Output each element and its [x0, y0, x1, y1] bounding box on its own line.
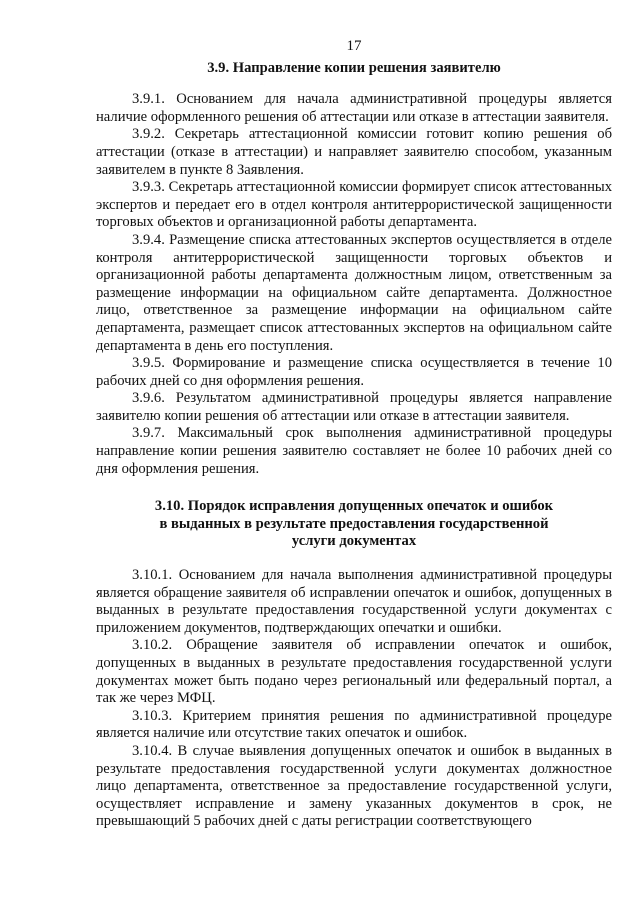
section-3-10-body [96, 567, 612, 831]
paragraph-3-9-5: 3.9.5. Формирование и размещение списка осуществляется в течение 10 рабочих дней со дня оформления решения. [96, 355, 612, 389]
paragraph-3-9-6: 3.9.6. Результатом административной процедуры является направление заявителю копии решения об аттестации или отказе в аттестации заявителя. [96, 390, 612, 424]
paragraph-3-10-2: 3.10.2. Обращение заявителя об исправлении опечаток и ошибок, допущенных в выданных в результате предоставления государственной услуги документах может быть подано через региональный или федеральный портал, а так же через МФЦ. [96, 637, 612, 707]
paragraph-3-10-3: 3.10.3. Критерием принятия решения по административной процедуре является наличие или отсутствие таких опечаток и ошибок. [96, 707, 612, 742]
section-3-9-body [96, 91, 612, 478]
page-number: 17 [346, 38, 362, 54]
paragraph-3-9-4: 3.9.4. Размещение списка аттестованных экспертов осуществляется в отделе контроля антитеррористической защищенности торговых объектов и организационной работы департамента должностным лицом, ответственным за размещение информации на официальном сайте департамента. Должностное лицо, ответственное за размещение информации на официальном сайте департамента, размещает список аттестованных экспертов на официальном сайте департамента в день его поступления. [96, 231, 612, 354]
paragraph-3-10-1: 3.10.1. Основанием для начала выполнения административной процедуры является обращение заявителя об исправлении опечаток и ошибок, допущенных в выданных в результате предоставления государственной услуги документах с приложением документов, подтверждающих опечатки и ошибки. [96, 567, 612, 636]
section-3-10-title-line: в выданных в результате предоставления государственной [159, 515, 549, 532]
paragraph-3-9-2: 3.9.2. Секретарь аттестационной комиссии готовит копию решения об аттестации (отказе в аттестации) и направляет заявителю способом, указанным заявителем в пункте 8 Заявления. [96, 126, 612, 178]
section-3-10-title-line: 3.10. Порядок исправления допущенных опечаток и ошибок [154, 498, 554, 515]
paragraph-3-10-4: 3.10.4. В случае выявления допущенных опечаток и ошибок в выданных в результате предоставления государственной услуги документах должностное лицо департамента, ответственное за предоставление государственной услуги, осуществляет исправление и замену указанных документов в срок, не превышающий 5 рабочих дней с даты регистрации соответствующего [96, 742, 612, 830]
paragraph-3-9-3: 3.9.3. Секретарь аттестационной комиссии формирует список аттестованных экспертов и передает его в отдел контроля антитеррористической защищенности торговых объектов и организационной работы департамента. [96, 179, 612, 231]
paragraph-3-9-1: 3.9.1. Основанием для начала административной процедуры является наличие оформленного решения об аттестации или отказе в аттестации заявителя. [96, 91, 612, 125]
section-3-10-title [96, 498, 612, 551]
section-3-9-title: 3.9. Направление копии решения заявителю [207, 59, 501, 76]
paragraph-3-9-7: 3.9.7. Максимальный срок выполнения административной процедуры направление копии решения заявителю составляет не более 10 рабочих дней со дня оформления решения. [96, 425, 612, 477]
document-page [96, 38, 612, 831]
section-3-10-title-line: услуги документах [291, 533, 417, 550]
